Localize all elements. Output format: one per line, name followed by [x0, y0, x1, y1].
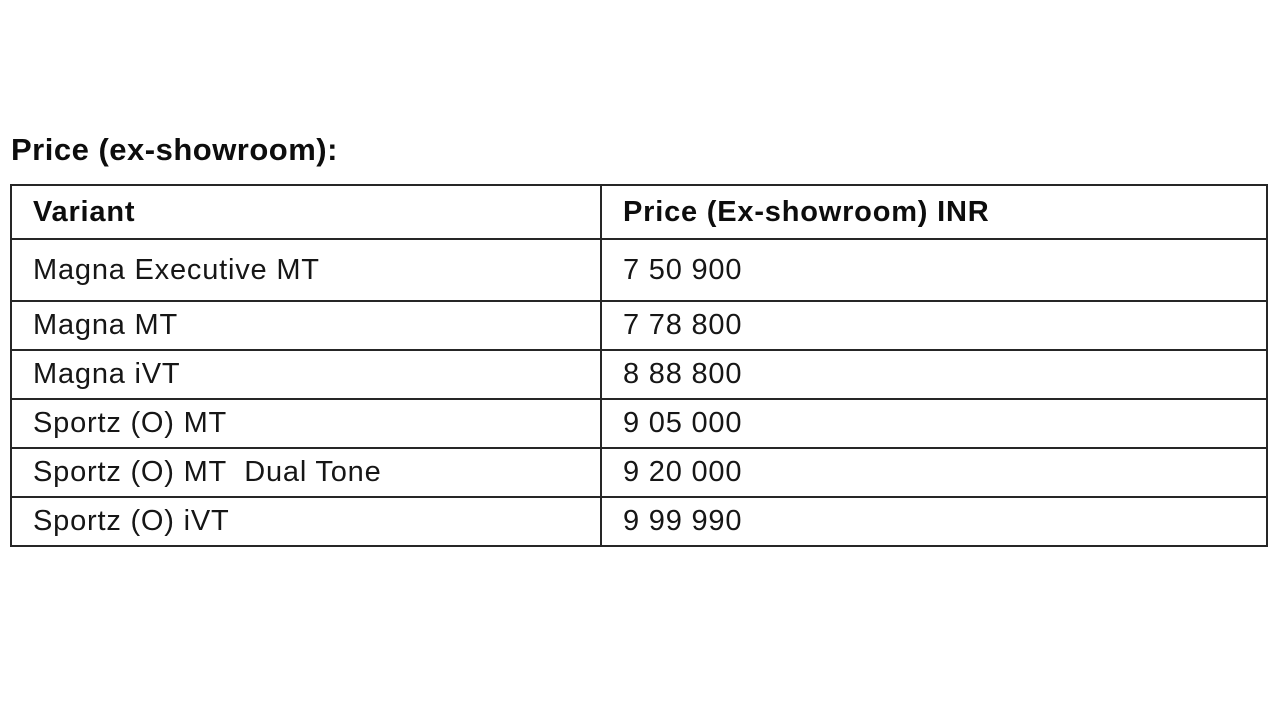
variant-cell: Sportz (O) iVT — [11, 497, 601, 546]
table-row — [11, 497, 1267, 546]
price-cell: 7 78 800 — [601, 301, 1267, 350]
price-cell: 8 88 800 — [601, 350, 1267, 399]
variant-cell: Magna MT — [11, 301, 601, 350]
price-cell: 7 50 900 — [601, 239, 1267, 301]
table-row — [11, 448, 1267, 497]
table-row — [11, 301, 1267, 350]
page-title: Price (ex-showroom): — [11, 132, 338, 167]
column-header-price: Price (Ex-showroom) INR — [601, 185, 1267, 239]
table-row — [11, 239, 1267, 301]
variant-cell: Sportz (O) MT Dual Tone — [11, 448, 601, 497]
table-row — [11, 350, 1267, 399]
price-cell: 9 99 990 — [601, 497, 1267, 546]
variant-cell: Sportz (O) MT — [11, 399, 601, 448]
price-table — [10, 184, 1268, 547]
table-row — [11, 399, 1267, 448]
price-cell: 9 05 000 — [601, 399, 1267, 448]
variant-cell: Magna iVT — [11, 350, 601, 399]
column-header-variant: Variant — [11, 185, 601, 239]
price-cell: 9 20 000 — [601, 448, 1267, 497]
variant-cell: Magna Executive MT — [11, 239, 601, 301]
table-header-row — [11, 185, 1267, 239]
